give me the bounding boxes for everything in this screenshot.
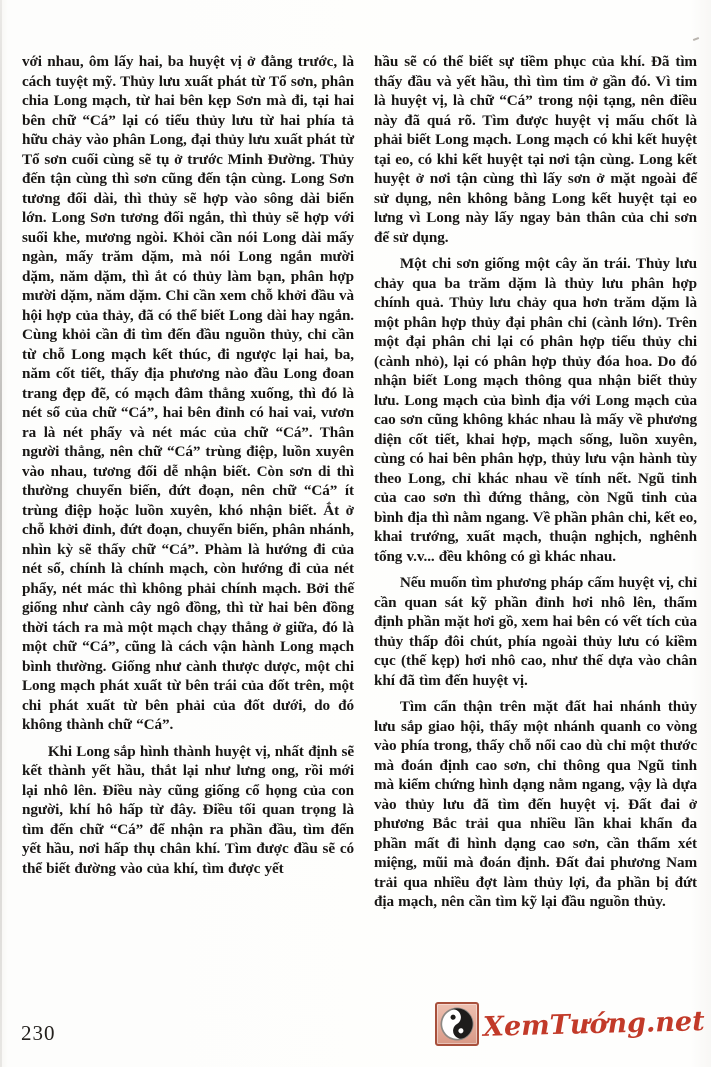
paragraph: Tìm cẩn thận trên mặt đất hai nhánh thủy lưu sắp giao hội, thấy một nhánh quanh co vòng vào phía trong, thấy chỗ nổi cao dù chỉ một thước mà đoán định cao sơn, chỉ thông qua Ngũ tinh mà kiểm chứng hình dạng nằm ngang, vậy là dựa vào thủy lưu đã tìm đến huyệt vị. Đất đai ở phương Bắc trải qua nhiều lần khai khẩn đa phần mất đi hình dạng cao sơn, cần thẩm xét miệng, mũi mà đoán định. Đất đai phương Nam trải qua nhiều đợt làm thủy lợi, đa phần bị đứt địa mạch, nên cần tìm kỹ lại đầu nguồn thủy. — [374, 698, 697, 910]
paragraph: Khi Long sắp hình thành huyệt vị, nhất định sẽ kết thành yết hầu, thắt lại như lưng ong, rồi mới lại nhô lên. Điều này cũng giống cổ họng của con người, khí hô hấp từ đây. Điều tối quan trọng là tìm đến chữ “Cá” để nhận ra phần đầu, tìm đến yết hầu, nơi hấp thụ chân khí. Tìm được đầu sẽ có thể biết đường vào của khí, tìm được yết — [22, 742, 354, 877]
page-number: 230 — [21, 1021, 56, 1045]
paragraph: Một chi sơn giống một cây ăn trái. Thủy lưu chảy qua ba trăm dặm là thủy lưu phân hợp chính quả. Thủy lưu chảy qua hơn trăm dặm là một phân hợp thủy đại phân chi (cành lớn). Trên một đại phân chi lại có phân hợp tiểu thủy chi (cành nhỏ), lại có phân hợp thủy đóa hoa. Do đó nhận biết Long mạch thông qua nhận biết thủy lưu. Long mạch của bình địa với Long mạch của cao sơn cũng không khác nhau là mấy về phương diện cốt tiết, khai hợp, mạch sống, luồn xuyên, cùng có hai bên phân hợp, thủy lưu vận hành tùy theo Long, chỉ khác nhau về tính nết. Ngũ tinh của cao sơn thì đứng thẳng, còn Ngũ tinh của bình địa thì nằm ngang. Về phần phân chi, kết eo, khai trướng, xuất mạch, thuận nghịch, nghênh tống v.v... đều không có gì khác nhau. — [374, 255, 697, 565]
paragraph: Nếu muốn tìm phương pháp cấm huyệt vị, chỉ cần quan sát kỹ phần đỉnh hơi nhô lên, thẩm định phần mặt hơi gồ, xem hai bên có vết tích của thủy thấp đôi chút, phía ngoài thủy lưu có kiềm cục (thế kẹp) hơi nhô cao, như thế dựa vào chân khí đã tìm đến huyệt vị. — [374, 574, 697, 689]
right-column — [374, 52, 697, 912]
scan-speck — [693, 37, 699, 41]
watermark-text: XemTướng.net — [483, 1005, 706, 1043]
yin-yang-icon — [435, 1002, 479, 1046]
paragraph-continuation: hầu sẽ có thể biết sự tiềm phục của khí. Đã tìm thấy đầu và yết hầu, thì tìm tim ở gần đó. Vì tim là huyệt vị, là chữ “Cá” trong nội tạng, nên điều này đã quá rõ. Tìm được huyệt vị mấu chốt là phải biết Long mạch. Long mạch có khi kết huyệt tại eo, có khi kết huyệt tại nơi tận cùng. Long kết huyệt ở nơi tận cùng thì lấy sơn ở mặt ngoài để sử dụng, nên không bằng Long kết huyệt tại eo lưng vì Long này lấy ngay bản thân của chi sơn để sử dụng. — [374, 53, 697, 246]
left-column — [22, 52, 354, 912]
watermark — [435, 1002, 705, 1046]
paragraph-continuation: với nhau, ôm lấy hai, ba huyệt vị ở đằng trước, là cách tuyệt mỹ. Thủy lưu xuất phát từ Tổ sơn, phân chia Long mạch, từ hai bên kẹp Sơn mà đi, tại hai bên chữ “Cá” lại có tiểu thủy lưu từ hai phía tả hữu chảy vào phân Long, đại thủy lưu xuất phát từ Tổ sơn cuối cùng sẽ tụ ở trước Minh Đường. Thủy đến tận cùng thì sơn cũng đến tận cùng. Long Sơn tương đối dài, thì thủy sẽ hợp vào sông dài biển lớn. Long Sơn tương đối ngắn, thì thủy sẽ hợp với suối khe, mương ngòi. Khỏi cần nói Long dài mấy ngàn, mấy trăm dặm, mà nói Long ngắn mười dặm, năm dặm, thì ắt có thủy làm bạn, phân hợp mười dặm, năm dặm. Chỉ cần xem chỗ khởi đầu và hội hợp của thảy, đã có thể biết Long dài hay ngắn. Cùng khỏi cần đi tìm đến đầu nguồn thủy, chỉ cần từ chỗ Long mạch kết thúc, đi ngược lại hai, ba, năm cốt tiết, thấy địa phương nào đầu Long đoan trang đẹp đẽ, có mạch đâm thẳng xuống, thì đó là nét sổ của chữ “Cá”, hai bên đỉnh có hai vai, vươn ra là nét phẩy và nét mác của chữ “Cá”. Thân người thẳng, nên chữ “Cá” trùng điệp, luồn xuyên vào nhau, tương đối dễ nhận biết. Còn sơn di thì thường chuyển biến, đứt đoạn, nên chữ “Cá” ít trùng điệp hoặc luồn xuyên, khó nhận biết. Ắt ở chỗ khởi đỉnh, đứt đoạn, chuyển biến, phân nhánh, nhìn kỳ sẽ thấy chữ “Cá”. Phàm là hướng đi của nét sổ, chính là chính mạch, còn hướng đi của nét phẩy, nét mác thì không phải chính mạch. Bởi thế giống như cành cây ngô đồng, thì từ hai bên đồng thời tách ra mà một mạch chạy thẳng ở giữa, đó là một chữ “Cá”, cũng là cách vận hành Long mạch bình thường. Giống như cành thược dược, một chi Long mạch phát xuất từ bên trái của đốt trên, một chi phát xuất từ bên phải của đốt dưới, do đó không thành chữ “Cá”. — [22, 53, 354, 733]
scan-edge — [0, 0, 2, 1067]
text-columns — [22, 52, 697, 912]
